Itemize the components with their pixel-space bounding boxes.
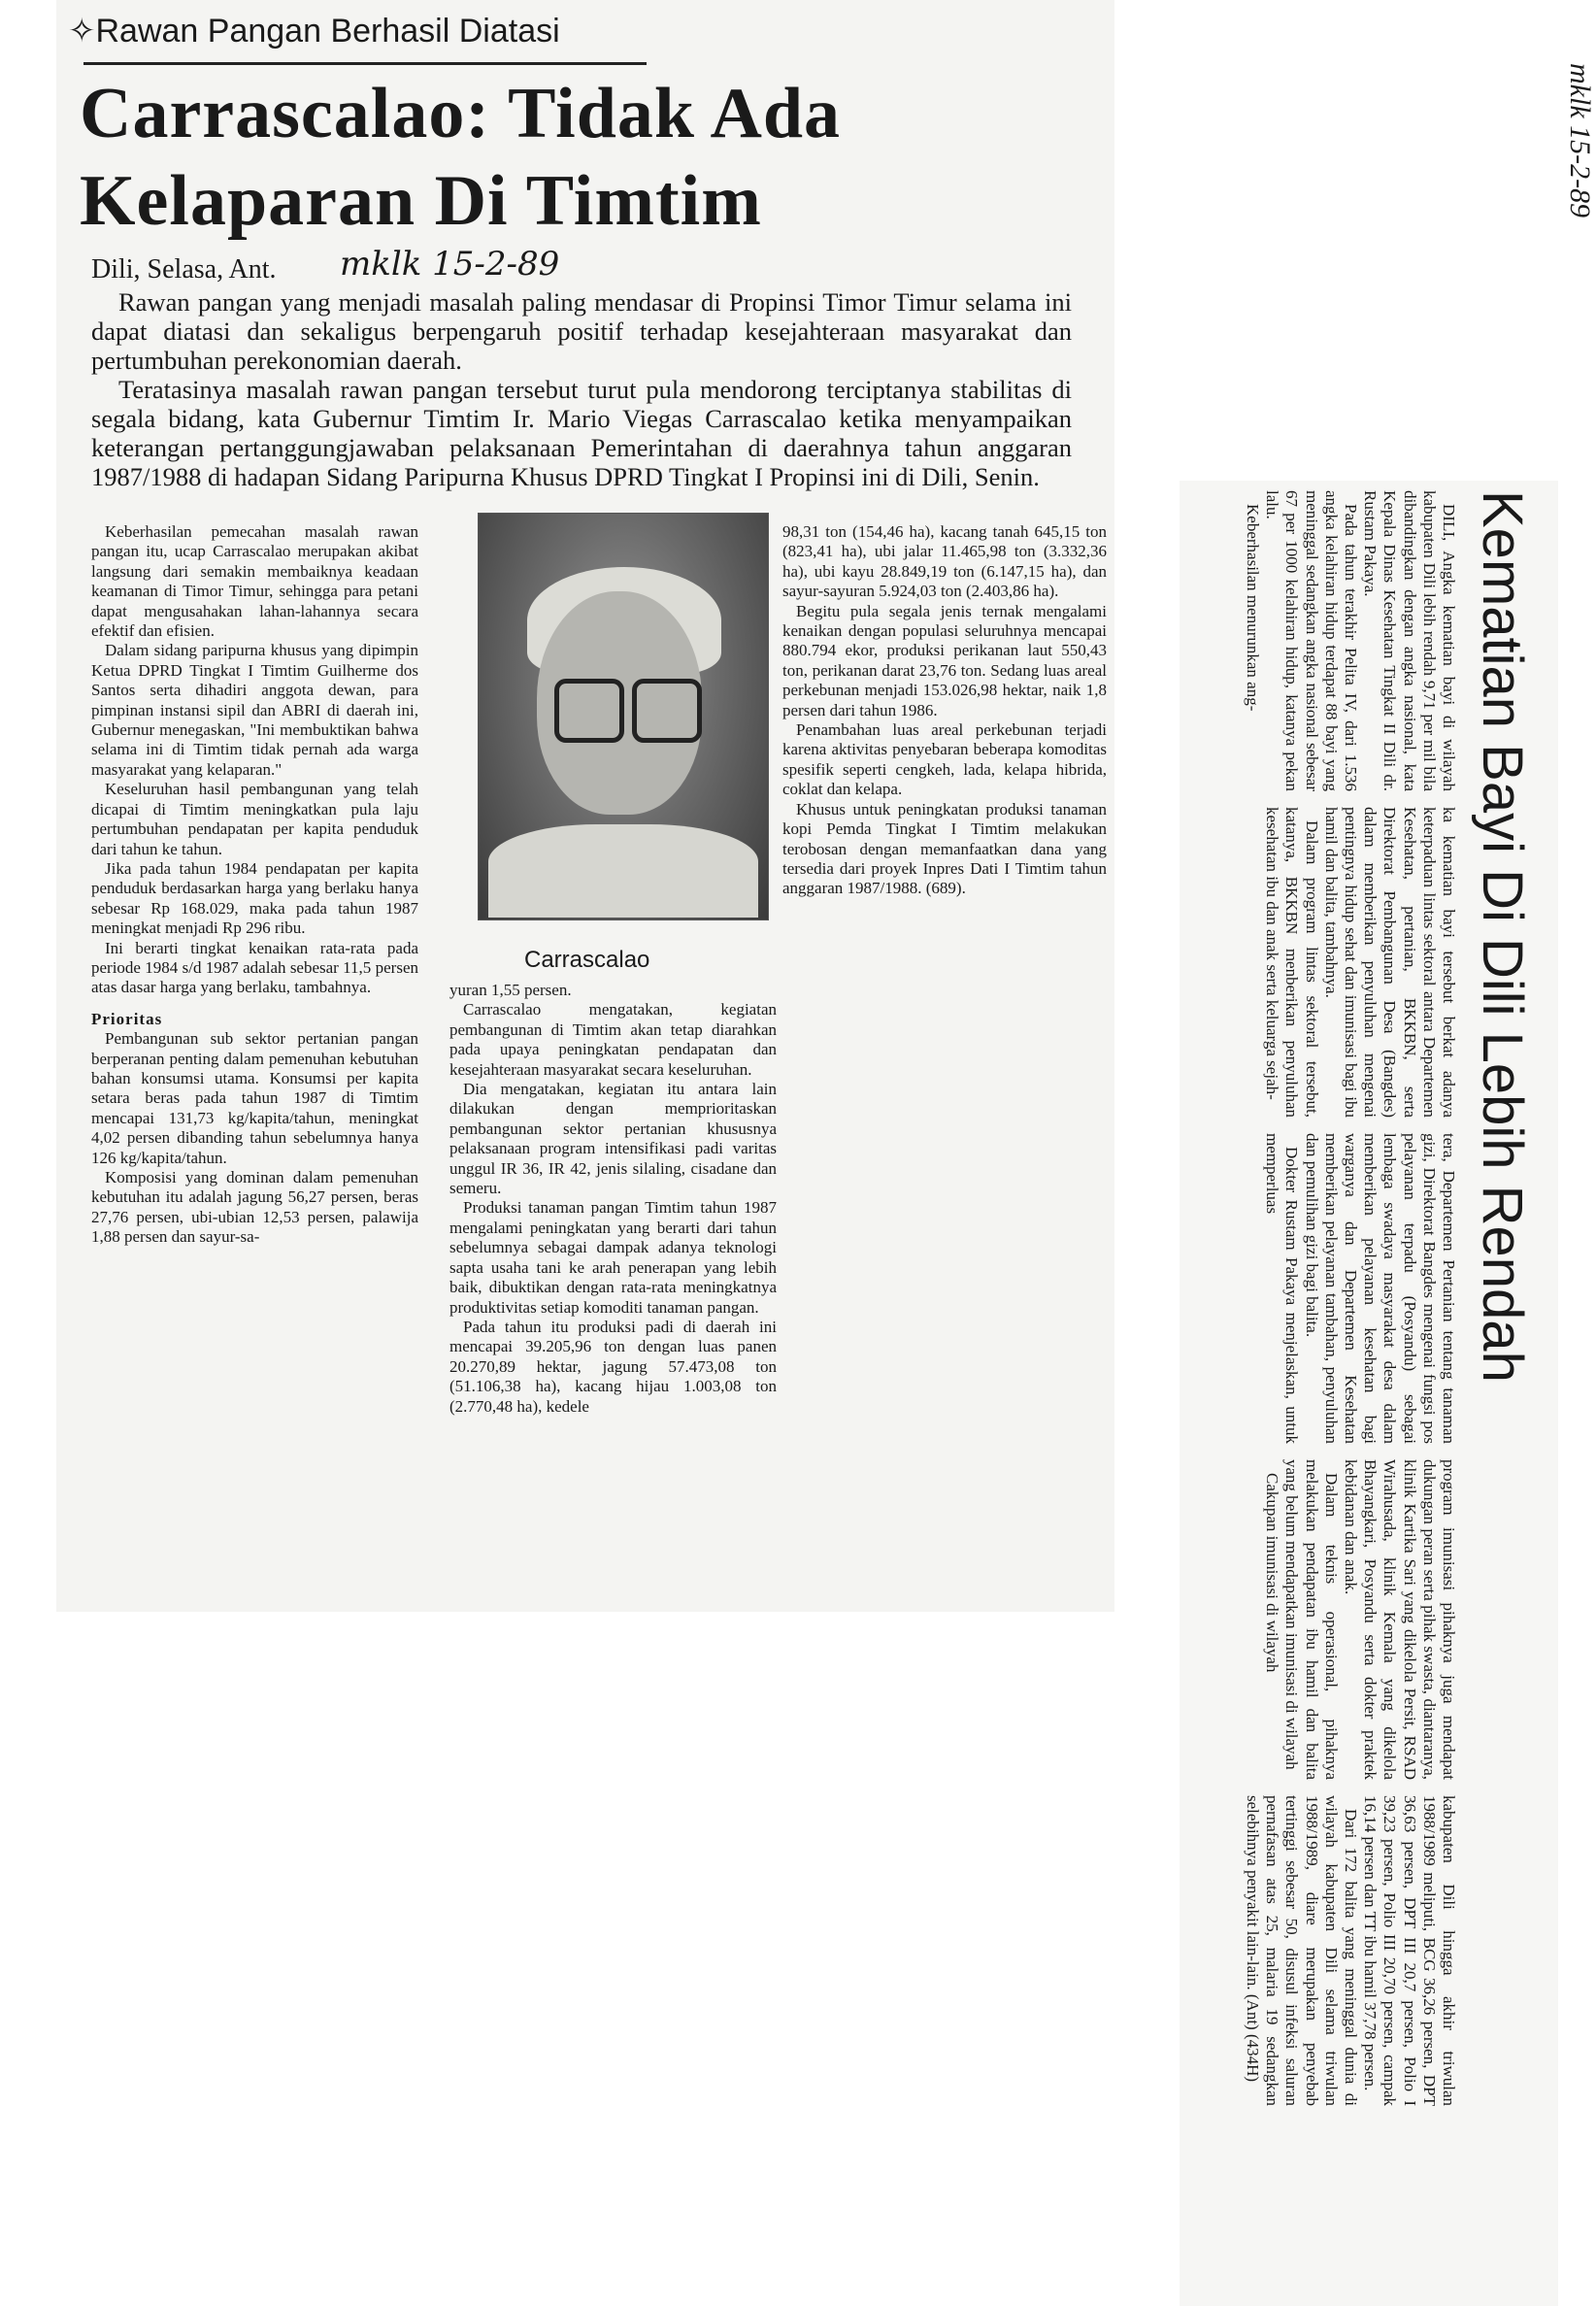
handwritten-note: mklk 15-2-89 — [340, 245, 560, 284]
photo-glasses-left — [554, 679, 624, 743]
paragraph: Keseluruhan hasil pembangunan yang telah dicapai di Timtim meningkatkan pula laju pertumbuhan pendapatan per kapita penduduk dari tahun ke tahun. — [91, 780, 418, 858]
paragraph: 98,31 ton (154,46 ha), kacang tanah 645,15 ton (823,41 ha), ubi jalar 11.465,98 ton (3.332,36 ha), ubi kayu 28.849,19 ton (6.147,15 ha), dan sayur-sayuran 5.924,03 ton (2.403,86 ha). — [782, 522, 1107, 601]
paragraph: Dokter Rustam Pakaya menjelaskan, untuk memperluas — [1263, 1133, 1302, 1444]
rotated-handwritten-note: mklk 15-2-89 — [1564, 63, 1596, 218]
paragraph: Cakupan imunisasi di wilayah — [1263, 1473, 1282, 1673]
headline-line-1: Carrascalao: Tidak Ada — [80, 74, 842, 153]
photo-caption: Carrascalao — [524, 947, 650, 973]
article-column-2 — [449, 981, 777, 1417]
paragraph: Produksi tanaman pangan Timtim tahun 1987 mengalami peningkatan yang berarti dari tahun sebelumnya sebagai dampak adanya teknologi sapta usaha tani ke arah penerapan yang lebih baik, dibuktikan dengan rata-rata meningkatnya produktivitas setiap komoditi tanaman pangan. — [449, 1198, 777, 1317]
rotated-headline: Kematian Bayi Di Dili Lebih Rendah — [1471, 490, 1534, 1383]
lead-paragraph-2: Teratasinya masalah rawan pangan tersebut turut pula mendorong terciptanya stabilitas di segala bidang, kata Gubernur Timtim Ir. Mario Viegas Carrascalao ketika menyampaikan keterangan pertanggungjawaban pelaksanaan Pemerintahan di daerahnya tahun anggaran 1987/1988 di hadapan Sidang Paripurna Khusus DPRD Tingkat I Propinsi ini di Dili, Senin. — [91, 375, 1072, 491]
paragraph: Keberhasilan pemecahan masalah rawan pangan itu, ucap Carrascalao merupakan akibat langsung dari semakin membaiknya keadaan keamanan di Timor Timur, sehingga para petani dapat mengusahakan lahan-lahannya secara efektif dan efisien. — [91, 522, 418, 641]
lead-paragraphs — [91, 287, 1072, 491]
kicker-rule — [83, 62, 647, 65]
paragraph: Keberhasilan menurunkan ang- — [1243, 504, 1262, 712]
dateline: Dili, Selasa, Ant. — [91, 254, 277, 284]
paragraph: Pada tahun itu produksi padi di daerah ini mencapai 39.205,96 ton dengan luas panen 20.270,89 hektar, jagung 57.473,08 ton (51.106,38 ha), kacang hijau 1.003,08 ton (2.770,48 ha), kedele — [449, 1317, 777, 1416]
paragraph: ka kematian bayi tersebut berkat adanya keterpaduan lintas sektoral antara Departemen Kesehatan, pertanian, BKKBN, serta Direktorat Pembangunan Desa (Bangdes) dalam memberikan penyuluhan mengenai pentingnya hidup sehat dan imunisasi bagi ibu hamil dan balita, tambahnya. — [1321, 807, 1458, 1118]
rotated-column-5 — [1243, 1795, 1458, 2106]
article-column-3 — [782, 522, 1107, 899]
paragraph: Dari 172 balita yang meninggal dunia di wilayah kabupaten Dili selama triwulan 1988/1989, diare merupakan penyebab tertinggi sebesar 50, disusul infeksi saluran pernafasan atas 25, malaria 19 sedangkan selebihnya penyakit lain-lain. (Ant) (434H) — [1243, 1795, 1360, 2106]
paragraph: Dalam sidang paripurna khusus yang dipimpin Ketua DPRD Tingkat I Timtim Guilherme dos Santos serta dihadiri anggota dewan, para pimpinan instansi sipil dan ABRI di daerah ini, Gubernur menegaskan, "Ini membuktikan bahwa selama ini di Timtim tidak pernah ada warga masyarakat yang kelaparan." — [91, 641, 418, 779]
headline-line-2: Kelaparan Di Timtim — [80, 161, 762, 241]
lead-paragraph-1: Rawan pangan yang menjadi masalah paling mendasar di Propinsi Timor Timur selama ini dapat diatasi dan sekaligus berpengaruh positif terhadap kesejahteraan masyarakat dan pertumbuhan perekonomian daerah. — [91, 287, 1072, 375]
paragraph: Khusus untuk peningkatan produksi tanaman kopi Pemda Tingkat I Timtim melakukan terobosan dengan memanfaatkan dana yang tersedia dari proyek Inpres Dati I Timtim tahun anggaran 1987/1988. (689). — [782, 799, 1107, 898]
paragraph: Pembangunan sub sektor pertanian pangan berperanan penting dalam pemenuhan kebutuhan bahan konsumsi utama. Konsumsi per kapita setara beras pada tahun 1987 di Timtim mencapai 131,73 kg/kapita/tahun, meningkat 4,02 persen dibanding tahun sebelumnya hanya 126 kg/kapita/tahun. — [91, 1029, 418, 1167]
paragraph: yuran 1,55 persen. — [449, 981, 572, 999]
paragraph: Dalam teknis operasional, pihaknya melakukan pendapatan ibu hamil dan balita yang belum mendapatkan imunisasi di wilayah — [1282, 1459, 1341, 1780]
paragraph: Dalam program lintas sektoral tersebut, katanya, BKKBN menberikan penyuluhan kesehatan ibu dan anak serta keluarga sejah- — [1263, 807, 1321, 1118]
rotated-column-1 — [1243, 490, 1458, 791]
kicker: ✧Rawan Pangan Berhasil Diatasi — [68, 13, 560, 50]
paragraph: Komposisi yang dominan dalam pemenuhan kebutuhan itu adalah jagung 56,27 persen, beras 27,76 persen, ubi-ubian 12,53 persen, palawija 1,88 persen dan sayur-sa- — [91, 1168, 418, 1247]
article-column-1 — [91, 522, 418, 1248]
photo-glasses-right — [632, 679, 702, 743]
rotated-column-3 — [1262, 1133, 1458, 1444]
headline — [80, 70, 1050, 245]
paragraph: program imunisasi pihaknya juga mendapat dukungan peran serta pihak swasta, diantaranya, klinik Kartika Sari yang dikelola Persit, RSAD Wirahusada, klinik Kemala yang dikelola Bhayangkari, Posyandu serta dokter praktek kebidanan dan anak. — [1341, 1459, 1458, 1780]
paragraph: Carrascalao mengatakan, kegiatan pembangunan di Timtim akan tetap diarahkan pada upaya peningkatan pendapatan dan kesejahteraan masyarakat secara keseluruhan. — [449, 1000, 777, 1079]
rotated-column-2 — [1262, 807, 1458, 1118]
paragraph: kabupaten Dili hingga akhir triwulan 1988/1989 meliputi, BCG 36,26 persen, DPT 36,63 persen, DPT III 20,7 persen, Polio I 39,23 persen, Polio III 20,70 persen, campak 16,14 persen dan TT ibu hamil 37,78 persen. — [1361, 1795, 1458, 2106]
rotated-column-4 — [1262, 1459, 1458, 1780]
paragraph: Pada tahun terakhir Pelita IV, dari 1.536 angka kelahiran hidup terdapat 88 bayi yang meninggal sedangkan angka nasional sebesar 67 per 1000 kelahiran hidup, katanya pekan lalu. — [1263, 490, 1360, 791]
paragraph: Jika pada tahun 1984 pendapatan per kapita penduduk berdasarkan harga yang berlaku hanya sebesar Rp 168.029, maka pada tahun 1987 meningkat menjadi Rp 296 ribu. — [91, 858, 418, 938]
paragraph: Penambahan luas areal perkebunan terjadi karena aktivitas penyebaran beberapa komoditas spesifik seperti cengkeh, lada, kelapa hibrida, coklat dan kelapa. — [782, 720, 1107, 799]
paragraph: Ini berarti tingkat kenaikan rata-rata pada periode 1984 s/d 1987 adalah sebesar 11,5 persen atas dasar harga yang berlaku, tambahnya. — [91, 938, 418, 997]
subheading: Prioritas — [91, 1009, 163, 1028]
kicker-text: Rawan Pangan Berhasil Diatasi — [95, 13, 560, 50]
paragraph: Dia mengatakan, kegiatan itu antara lain dilakukan dengan memprioritaskan pembangunan sektor pertanian khususnya pelaksanaan program intensifikasi padi varitas unggul IR 36, IR 42, jenis silaling, cisadane dan semeru. — [449, 1080, 777, 1198]
portrait-photo — [478, 513, 769, 920]
paragraph: Begitu pula segala jenis ternak mengalami kenaikan dengan populasi seluruhnya mencapai 880.794 ekor, produksi perikanan laut 550,43 ton, perikanan darat 23,76 ton. Sedang luas areal perkebunan menjadi 153.026,98 hektar, naik 1,8 persen dari tahun 1986. — [782, 601, 1107, 719]
paragraph: DILI, Angka kematian bayi di wilayah kabupaten Dili lebih rendah 9,71 per mil bila dibandingkan dengan angka nasional, kata Kepala Dinas Kesehatan Tingkat II Dili dr. Rustam Pakaya. — [1361, 490, 1458, 791]
photo-shirt — [488, 824, 758, 918]
paragraph: tera, Departemen Pertanian tentang tanaman gizi, Direktorat Bangdes mengenai fungsi pos pelayanan terpadu (Posyandu) sebagai lembaga swadaya masyarakat desa dalam memberikan pelayanan kesehatan bagi warganya dan Departemen Kesehatan memberikan pelayanan tambahan, penyuluhan dan pemulihan gizi bagi balita. — [1302, 1133, 1458, 1444]
